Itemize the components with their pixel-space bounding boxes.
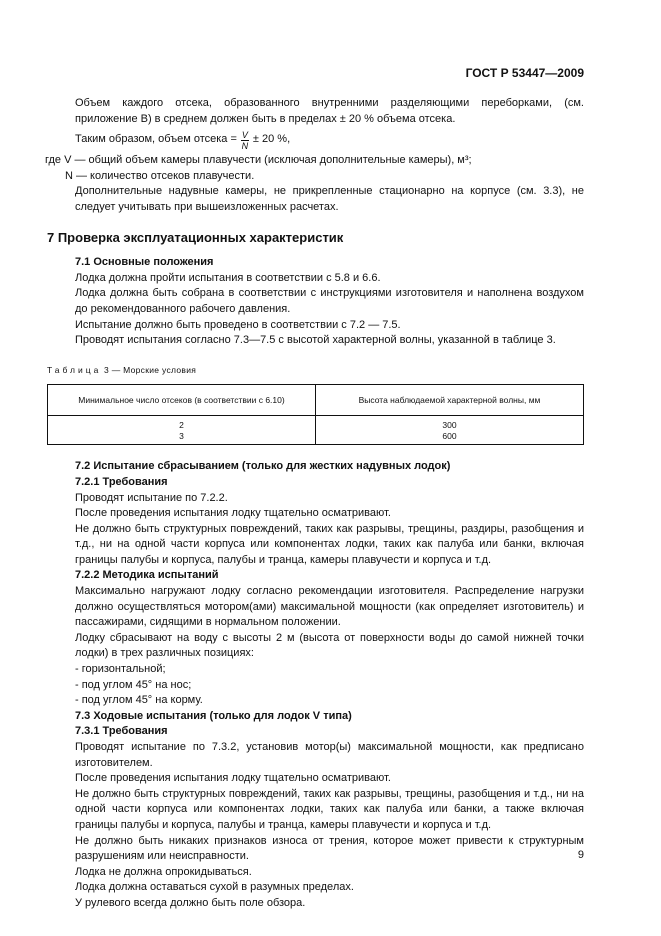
paragraph: После проведения испытания лодку тщательно осматривают. (75, 507, 391, 520)
formula-prefix: Таким образом, объем отсека = (75, 133, 237, 146)
list-item: - под углом 45° на корму. (75, 694, 203, 707)
paragraph: Дополнительные надувные камеры, не прикрепленные стационарно на корпусе (см. 3.3), не следует учитывать при вышеизложенных расчетах. (75, 185, 584, 213)
paragraph: Испытание должно быть проведено в соответствии с 7.2 — 7.5. (75, 318, 401, 331)
table-cell-wave-height: 300 600 (316, 416, 584, 445)
paragraph: Не должно быть структурных повреждений, таких как разрывы, трещины, разобщения и т.д., ни на одной части корпуса или компонентах лодки, таких как палуба или банки, а также включая границы палубы и корпуса, палубы и транца, камеры плавучести и корпуса и т.д. (75, 787, 584, 831)
subsection-title: 7.2.2 Методика испытаний (75, 569, 219, 582)
formula-numerator: V (241, 129, 248, 140)
paragraph: Лодка должна пройти испытания в соответствии с 5.8 и 6.6. (75, 271, 381, 284)
subsection-title: 7.2.1 Требования (75, 475, 168, 488)
section-title: 7 Проверка эксплуатационных характеристик (47, 229, 344, 245)
paragraph: После проведения испытания лодку тщательно осматривают. (75, 772, 391, 785)
paragraph: У рулевого всегда должно быть поле обзора. (75, 896, 306, 909)
paragraph: Проводят испытания согласно 7.3—7.5 с высотой характерной волны, указанной в таблице 3. (75, 334, 556, 347)
paragraph: Не должно быть никаких признаков износа от трения, которое может привести к структурным разрушениям или неисправности. (75, 834, 584, 863)
document-code: ГОСТ Р 53447—2009 (465, 66, 584, 80)
list-item: - горизонтальной; (75, 663, 166, 676)
formula-denominator: N (241, 140, 249, 151)
where-n: N — количество отсеков плавучести. (65, 169, 255, 182)
list-item: - под углом 45° на нос; (75, 678, 192, 691)
paragraph: Проводят испытание по 7.2.2. (75, 491, 228, 504)
marine-conditions-table (47, 384, 584, 445)
subsection-title: 7.1 Основные положения (75, 256, 214, 269)
table-cell-compartments: 2 3 (48, 416, 316, 445)
page-content (45, 96, 584, 912)
page-number: 9 (577, 849, 584, 861)
paragraph: Лодку сбрасывают на воду с высоты 2 м (высота от поверхности воды до самой нижней точки лодки) в трех различных позициях: (75, 631, 584, 660)
subsection-title: 7.2 Испытание сбрасыванием (только для жестких надувных лодок) (75, 460, 451, 473)
subsection-title: 7.3 Ходовые испытания (только для лодок V типа) (75, 709, 352, 722)
paragraph: Лодка не должна опрокидываться. (75, 865, 252, 878)
formula-fraction (241, 130, 249, 151)
table-header-wave-height: Высота наблюдаемой характерной волны, мм (316, 385, 584, 416)
paragraph: Максимально нагружают лодку согласно рекомендации изготовителя. Распределение нагрузки должно осуществляться мотором(ами) максимальной мощности (как определяет изготовитель) и пассажирами, сидящими в нормальном положении. (75, 585, 584, 629)
paragraph: Лодка должна быть собрана в соответствии с инструкциями изготовителя и наполнена воздухом до рекомендованного рабочего давления. (75, 287, 584, 315)
paragraph: Не должно быть структурных повреждений, таких как разрывы, трещины, раздиры, разобщения и т.д., ни на одной части корпуса или компонентах лодки, таких как палуба или банки, включая границы палубы и корпуса, палубы и транца, камеры плавучести и корпуса и т.д. (75, 522, 584, 566)
where-v: где V — общий объем камеры плавучести (исключая дополнительные камеры), м³; (45, 154, 472, 167)
volume-formula (75, 127, 584, 153)
paragraph: Объем каждого отсека, образованного внутренними разделяющими переборками, (см. приложение В) в среднем должен быть в пределах ± 20 % объема отсека. (75, 97, 584, 125)
subsection-title: 7.3.1 Требования (75, 725, 168, 738)
paragraph: Проводят испытание по 7.3.2, установив мотор(ы) максимальной мощности, как предписано изготовителем. (75, 741, 584, 769)
formula-suffix: ± 20 %, (252, 133, 291, 146)
table-header-compartments: Минимальное число отсеков (в соответствии с 6.10) (48, 385, 316, 416)
paragraph: Лодка должна оставаться сухой в разумных пределах. (75, 881, 354, 894)
table-caption: Таблица 3 — Морские условия (47, 364, 197, 375)
